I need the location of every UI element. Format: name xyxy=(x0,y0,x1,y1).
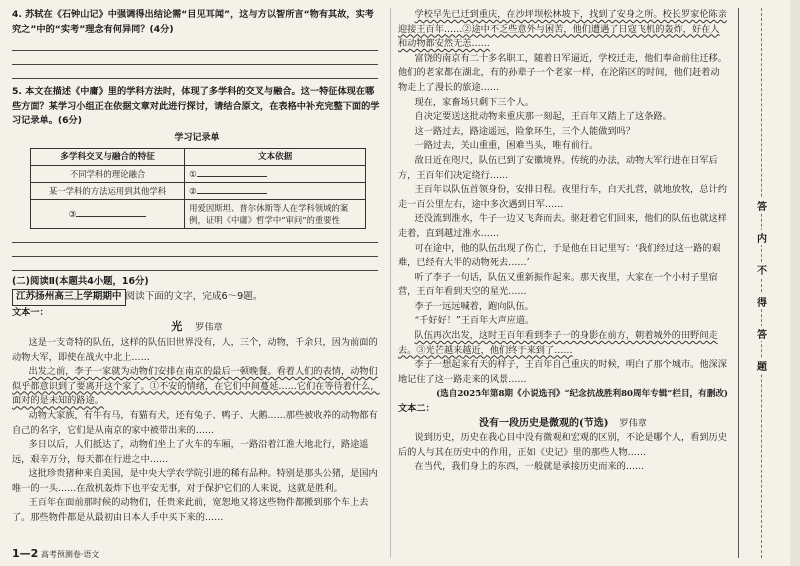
table-header: 文本依据 xyxy=(185,148,366,165)
story-paragraph: 听了李子一句话，队伍又重新振作起来。那天夜里，大家在一个小村子里宿营，王百年看到天空的星光…… xyxy=(398,271,718,298)
table-row xyxy=(31,165,366,182)
answer-line[interactable] xyxy=(12,257,378,271)
blank-marker: ① xyxy=(189,168,197,179)
story-title-row xyxy=(12,320,382,336)
answer-line[interactable] xyxy=(12,243,378,257)
margin-char: 答 xyxy=(755,326,769,341)
intro-text: 阅读下面的文字，完成6～9题。 xyxy=(125,291,263,303)
source-box: 江苏扬州高三上学期期中 xyxy=(12,289,126,306)
table-row xyxy=(31,182,366,199)
story-paragraph: “千好好！”王百年大声应道。 xyxy=(414,315,535,327)
source-note: (选自2025年第8期《小说选刊》“纪念抗战胜利80周年专辑”栏目，有删改) xyxy=(436,389,728,400)
footer-label: 高考预测卷·语文 xyxy=(40,550,100,559)
story-paragraph xyxy=(398,329,728,358)
binding-margin xyxy=(738,8,787,558)
fill-blank[interactable] xyxy=(197,168,267,177)
table-cell[interactable] xyxy=(31,199,185,228)
question-4: 4. 苏轼在《石钟山记》中强调得出结论需“目见耳闻”，这与方以智所言“物有其故，实考究之”中的“实考”理念有何异同？(4分) xyxy=(12,9,374,35)
cut-line xyxy=(761,8,762,558)
question-5: 5. 本文在描述《中庸》里的学科方法时，体现了多学科的交叉与融合。这一特征体现在哪些方面？某学习小组正在依据文章对此进行探讨，请结合原文，在表格中补充完整下面的学习记录单。(6分) xyxy=(12,86,380,127)
table-cell: 不同学科的理论融合 xyxy=(31,165,185,182)
fill-blank[interactable] xyxy=(76,208,146,217)
table-cell[interactable] xyxy=(185,182,366,199)
wavy-text: 学校早先已迁到重庆，在沙坪坝松林坡下，找到了安身之所。校长罗家伦陈亲迎接王百年……②途中不乏些意外与困苦，他们遭遇了日寇飞机的轰炸，好在人和动物都安然无恙…… xyxy=(398,9,727,50)
wavy-text: 出发之前，李子一家就为动物们安排在南京的最后一顿晚餐。看着人们的表情，动物们似乎都意识到了要离开这个家了。①不安的情绪，在它们中间蔓延……它们在等待着什么，面对的是未知的路途。 xyxy=(12,366,380,407)
table-row xyxy=(31,199,366,228)
story-paragraph: 这批珍贵猪种来自美国，是中央大学农学院引进的稀有品种。特别是那头公猪，是国内唯一的一头……在敌机轰炸下也平安无事，对于保护它们的人来说，这就是胜利。 xyxy=(12,468,378,494)
text-one-label: 文本一： xyxy=(12,306,49,318)
story-paragraph: 富饶的南京有二十多名职工，随着日军逼近，学校迁走，他们奉命前往迁移。他们的老家都在湖北，有的孙辈子一个老家一样，在沦陷区的时间，他们赶着动物走上了漫长的旅途…… xyxy=(398,52,727,93)
answer-line[interactable] xyxy=(12,65,378,79)
table-cell: 用爱因斯坦、普尔休斯等人在学科领域的案例，证明《中庸》哲学中“审问”的重要性 xyxy=(185,199,366,228)
story-title: 光 xyxy=(171,320,183,334)
table-cell: 某一学科的方法运用到其他学科 xyxy=(31,182,185,199)
story-paragraph: 还没流到淮水，牛子一边又飞奔而去。驱赶着它们回来，他们的队伍也就这样走着，直到越过淮水…… xyxy=(398,213,727,239)
story-paragraph: 现在，家畜场只剩下三个人。 xyxy=(414,96,534,108)
text-two-paragraph: 在当代，我们身上的东西，一般就是承接历史而来的…… xyxy=(414,461,645,473)
blank-marker: ③ xyxy=(68,208,77,219)
answer-line[interactable] xyxy=(12,51,378,65)
left-column xyxy=(12,8,382,526)
story-paragraph: 敌日近在咫尺，队伍已到了安徽境界。传统的办法，动物大军行进在日军后方，王百年们决定绕行…… xyxy=(398,154,718,181)
story-paragraph: 一路过去，关山重重，困难当头，唯有前行。 xyxy=(414,140,599,152)
column-divider xyxy=(390,8,391,558)
margin-char: 内 xyxy=(755,230,769,245)
table-header: 多学科交叉与融合的特征 xyxy=(31,148,185,165)
right-column xyxy=(398,8,728,475)
record-table xyxy=(30,148,366,229)
page-edge xyxy=(790,0,800,566)
answer-line[interactable] xyxy=(12,37,378,51)
margin-char: 不 xyxy=(755,262,769,277)
table-header-row xyxy=(31,148,366,165)
margin-char: 题 xyxy=(755,358,769,373)
text-two-title: 没有一段历史是微观的(节选) xyxy=(479,417,609,429)
reading-intro xyxy=(12,289,382,306)
text-two-author: 罗伟章 xyxy=(619,417,647,429)
story-paragraph xyxy=(398,8,728,52)
blank-marker: ② xyxy=(189,185,197,196)
table-title: 学习记录单 xyxy=(174,132,220,143)
story-paragraph: 自决定要送这批动物来重庆那一刻起，王百年又踏上了这条路。 xyxy=(414,111,672,123)
section-heading: (二)阅读Ⅱ(本题共4小题，16分) xyxy=(12,275,149,287)
wavy-text: 队伍再次出发，这时王百年看到李子一的身影在前方，朝着城外的田野间走去。③光芒越来越近，他们终于来到了…… xyxy=(398,330,718,356)
story-paragraph: 李子一远远喊着，跑向队伍。 xyxy=(414,300,534,312)
story-paragraph: 多日以后，人们抵达了，动物们坐上了火车的车厢，一路沿着江淮大地北行，路途遥远，艰辛万分，每天都在行进之中…… xyxy=(12,439,369,465)
story-paragraph: 王百年以队伍首领身份，安排日程。夜里行车，白天扎营，就地放牧，总计约走一百公里左右，途中多次遇到日军…… xyxy=(398,184,727,210)
margin-char: 答 xyxy=(755,198,769,213)
text-two-paragraph: 说到历史，历史在我心目中没有微观和宏观的区别，不论是哪个人，看到历史后的人与其在历史中的作用，正如《史记》里的那些人物…… xyxy=(398,432,727,458)
story-paragraph: 动物大家族，有牛有马，有猫有犬，还有兔子、鸭子、大鹅……那些被收养的动物都有自己的名字，它们是从南京的家中被带出来的…… xyxy=(12,409,378,436)
story-paragraph xyxy=(12,365,382,409)
story-paragraph: 可在途中，他的队伍出现了伤亡，于是他在日记里写：‘我们经过这一路的艰难，已经有大半的动物死去……’ xyxy=(398,242,721,269)
story-paragraph: 李子一想起来有天的样子，王百年自己重庆的时候，明白了那个城市。他深深地记住了这一路走来的风景…… xyxy=(398,359,727,385)
answer-line[interactable] xyxy=(12,229,378,243)
story-paragraph: 这是一支奇特的队伍，这样的队伍旧世界没有，人，三个，动物，千余只，因为前面的动物大军，即使在战火中北上…… xyxy=(12,336,378,363)
text-two-title-row xyxy=(398,417,728,432)
story-author: 罗伟章 xyxy=(195,322,223,334)
story-paragraph: 这一路过去，路途遥远，险象环生，三个人能做到吗？ xyxy=(414,125,636,137)
table-cell[interactable] xyxy=(185,165,366,182)
page-footer xyxy=(12,547,99,560)
fill-blank[interactable] xyxy=(197,185,267,194)
page-number: 1—2 xyxy=(12,547,39,560)
margin-char: 得 xyxy=(755,294,769,309)
text-two-label: 文本二： xyxy=(398,403,435,415)
story-paragraph: 王百年在面前那时候的动物们，任贵来此前，宽恕地又将这些物件都搬到那个车上去了。那些物件都是从最初由日本人手中买下来的…… xyxy=(12,497,369,524)
